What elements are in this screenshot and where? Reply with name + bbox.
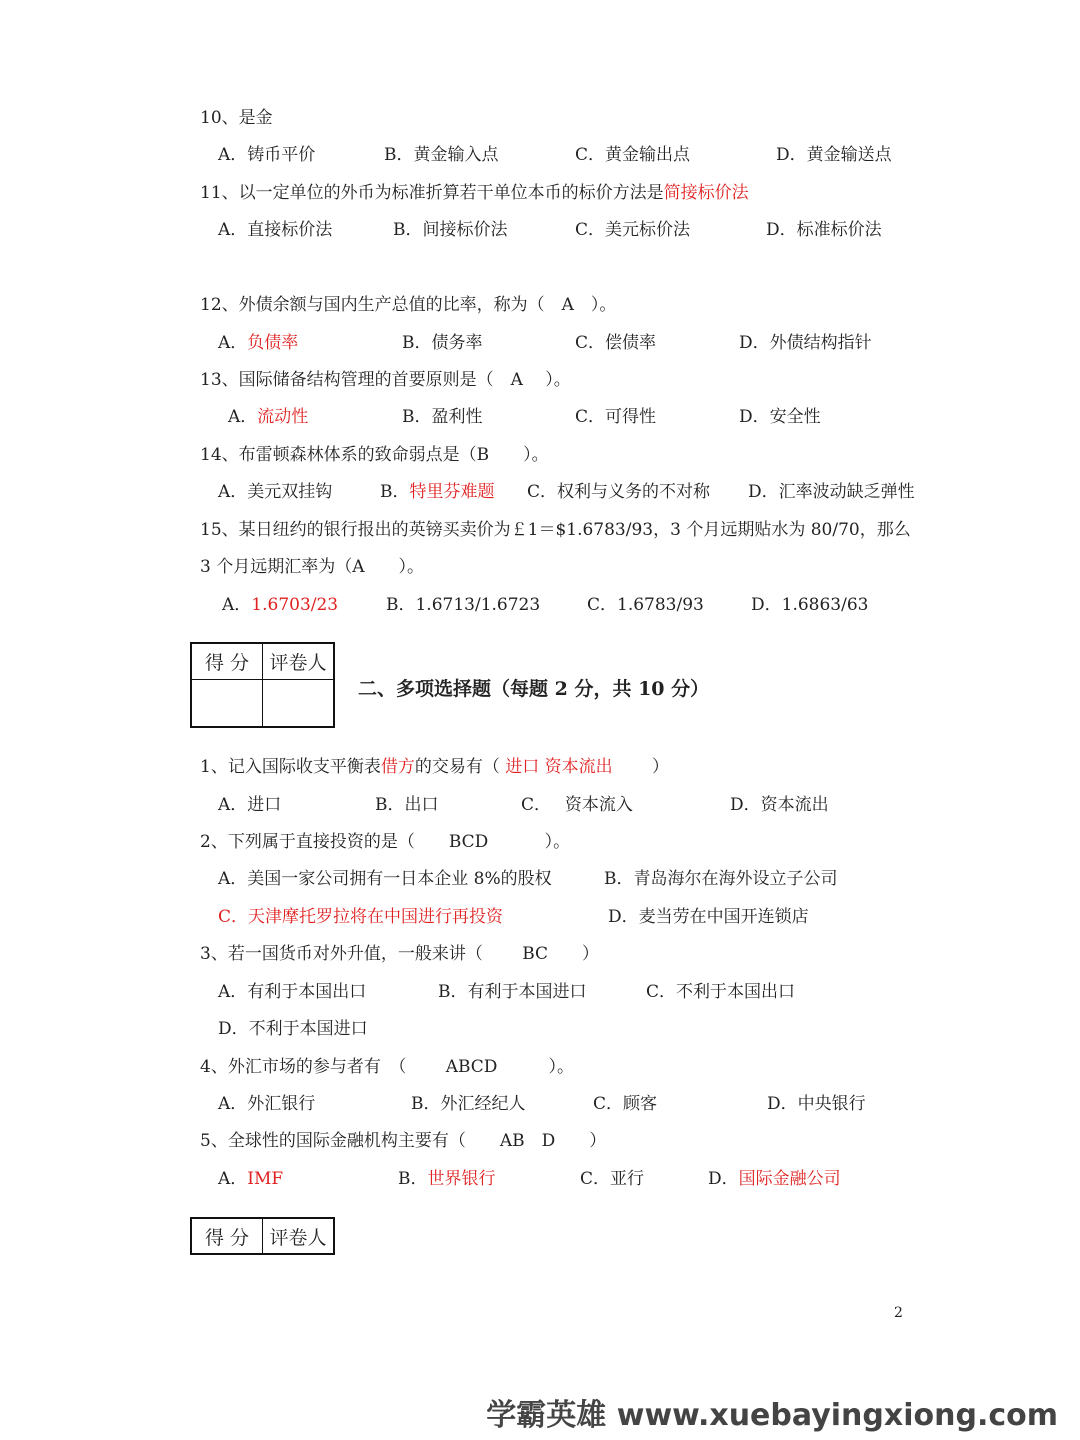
question-14-stem: 14、布雷顿森林体系的致命弱点是（B ）。 [200,445,549,465]
m1-option-a: A．进口 [218,795,282,815]
multi-question-5-stem: 5、全球性的国际金融机构主要有（ AB D ） [200,1131,607,1151]
q11-option-c: C．美元标价法 [575,220,691,240]
q12-option-b: B．债务率 [402,333,483,353]
q11-answer: 简接标价法 [663,183,749,203]
q12-option-d: D．外债结构指针 [739,333,872,353]
q10-option-b: B．黄金输入点 [384,145,499,165]
grader-label-2: 评卷人 [263,1218,335,1254]
grader-cell [263,679,335,727]
q12-option-c: C．偿债率 [575,333,657,353]
q14-option-a: A．美元双挂钩 [218,482,333,502]
m4-option-b: B．外汇经纪人 [411,1094,526,1114]
m2-option-a: A．美国一家公司拥有一日本企业 8%的股权 [218,869,552,889]
q10-option-a: A．铸币平价 [218,145,316,165]
question-12-stem: 12、外债余额与国内生产总值的比率，称为（ A ）。 [200,295,617,315]
m1-answer: 进口 资本流出 [499,757,613,777]
q14-option-c: C．权利与义务的不对称 [527,482,711,502]
q14-option-d: D．汇率波动缺乏弹性 [748,482,915,502]
question-11-stem: 11、以一定单位的外币为标准折算若干单位本币的标价方法是简接标价法 [200,183,749,203]
m1-option-d: D．资本流出 [730,795,829,815]
section-2-title: 二、多项选择题（每题 2 分，共 10 分） [358,678,710,700]
m3-option-c: C．不利于本国出口 [646,982,796,1002]
site-watermark: 学霸英雄 www.xuebayingxiong.com [486,1398,1058,1433]
m2-option-b: B．青岛海尔在海外设立子公司 [604,869,838,889]
q13-option-b: B．盈利性 [402,407,483,427]
question-13-stem: 13、国际储备结构管理的首要原则是（ A ）。 [200,370,571,390]
page-number: 2 [894,1305,903,1321]
score-cell [191,679,263,727]
m3-option-b: B．有利于本国进口 [438,982,587,1002]
grader-label: 评卷人 [263,643,335,679]
m2-option-c: C．天津摩托罗拉将在中国进行再投资 [218,907,504,927]
m5-option-c: C．亚行 [580,1169,645,1189]
m5-option-d: D．国际金融公司 [708,1169,841,1189]
q15-option-c: C．1.6783/93 [587,595,704,615]
question-15-stem-line2: 3 个月远期汇率为（A ）。 [200,557,424,577]
q13-option-d: D．安全性 [739,407,821,427]
q11-option-b: B．间接标价法 [393,220,508,240]
q10-option-c: C．黄金输出点 [575,145,691,165]
q13-option-a: A．流动性 [228,407,309,427]
question-10-stem: 10、是金 [200,108,273,128]
m5-option-a: A．IMF [218,1169,284,1189]
m1-option-b: B．出口 [375,795,439,815]
m4-option-c: C．顾客 [593,1094,658,1114]
q13-option-c: C．可得性 [575,407,657,427]
m4-option-a: A．外汇银行 [218,1094,316,1114]
score-table-2 [190,1217,335,1255]
q12-option-a: A．负债率 [218,333,299,353]
multi-question-4-stem: 4、外汇市场的参与者有 （ ABCD ）。 [200,1057,574,1077]
m3-option-d: D．不利于本国进口 [218,1019,368,1039]
q11-option-d: D．标准标价法 [766,220,882,240]
q10-option-d: D．黄金输送点 [776,145,892,165]
question-15-stem-line1: 15、某日纽约的银行报出的英镑买卖价为￡1＝$1.6783/93，3 个月远期贴水为 80/70，那么 [200,520,911,540]
multi-question-3-stem: 3、若一国货币对外升值，一般来讲（ BC ） [200,944,600,964]
m1-option-c: C． 资本流入 [521,795,633,815]
m3-option-a: A．有利于本国出口 [218,982,367,1002]
q11-option-a: A．直接标价法 [218,220,333,240]
score-label: 得 分 [191,643,263,679]
m5-option-b: B．世界银行 [398,1169,496,1189]
score-label-2: 得 分 [191,1218,263,1254]
m2-option-d: D．麦当劳在中国开连锁店 [608,907,809,927]
q15-option-b: B．1.6713/1.6723 [386,595,541,615]
score-table [190,642,335,728]
q15-option-a: A．1.6703/23 [222,595,339,615]
q15-option-d: D．1.6863/63 [751,595,869,615]
multi-question-2-stem: 2、下列属于直接投资的是（ BCD ）。 [200,832,571,852]
m4-option-d: D．中央银行 [767,1094,866,1114]
multi-question-1-stem: 1、记入国际收支平衡表借方的交易有（ 进口 资本流出 ） [200,757,670,777]
q14-option-b: B．特里芬难题 [380,482,495,502]
